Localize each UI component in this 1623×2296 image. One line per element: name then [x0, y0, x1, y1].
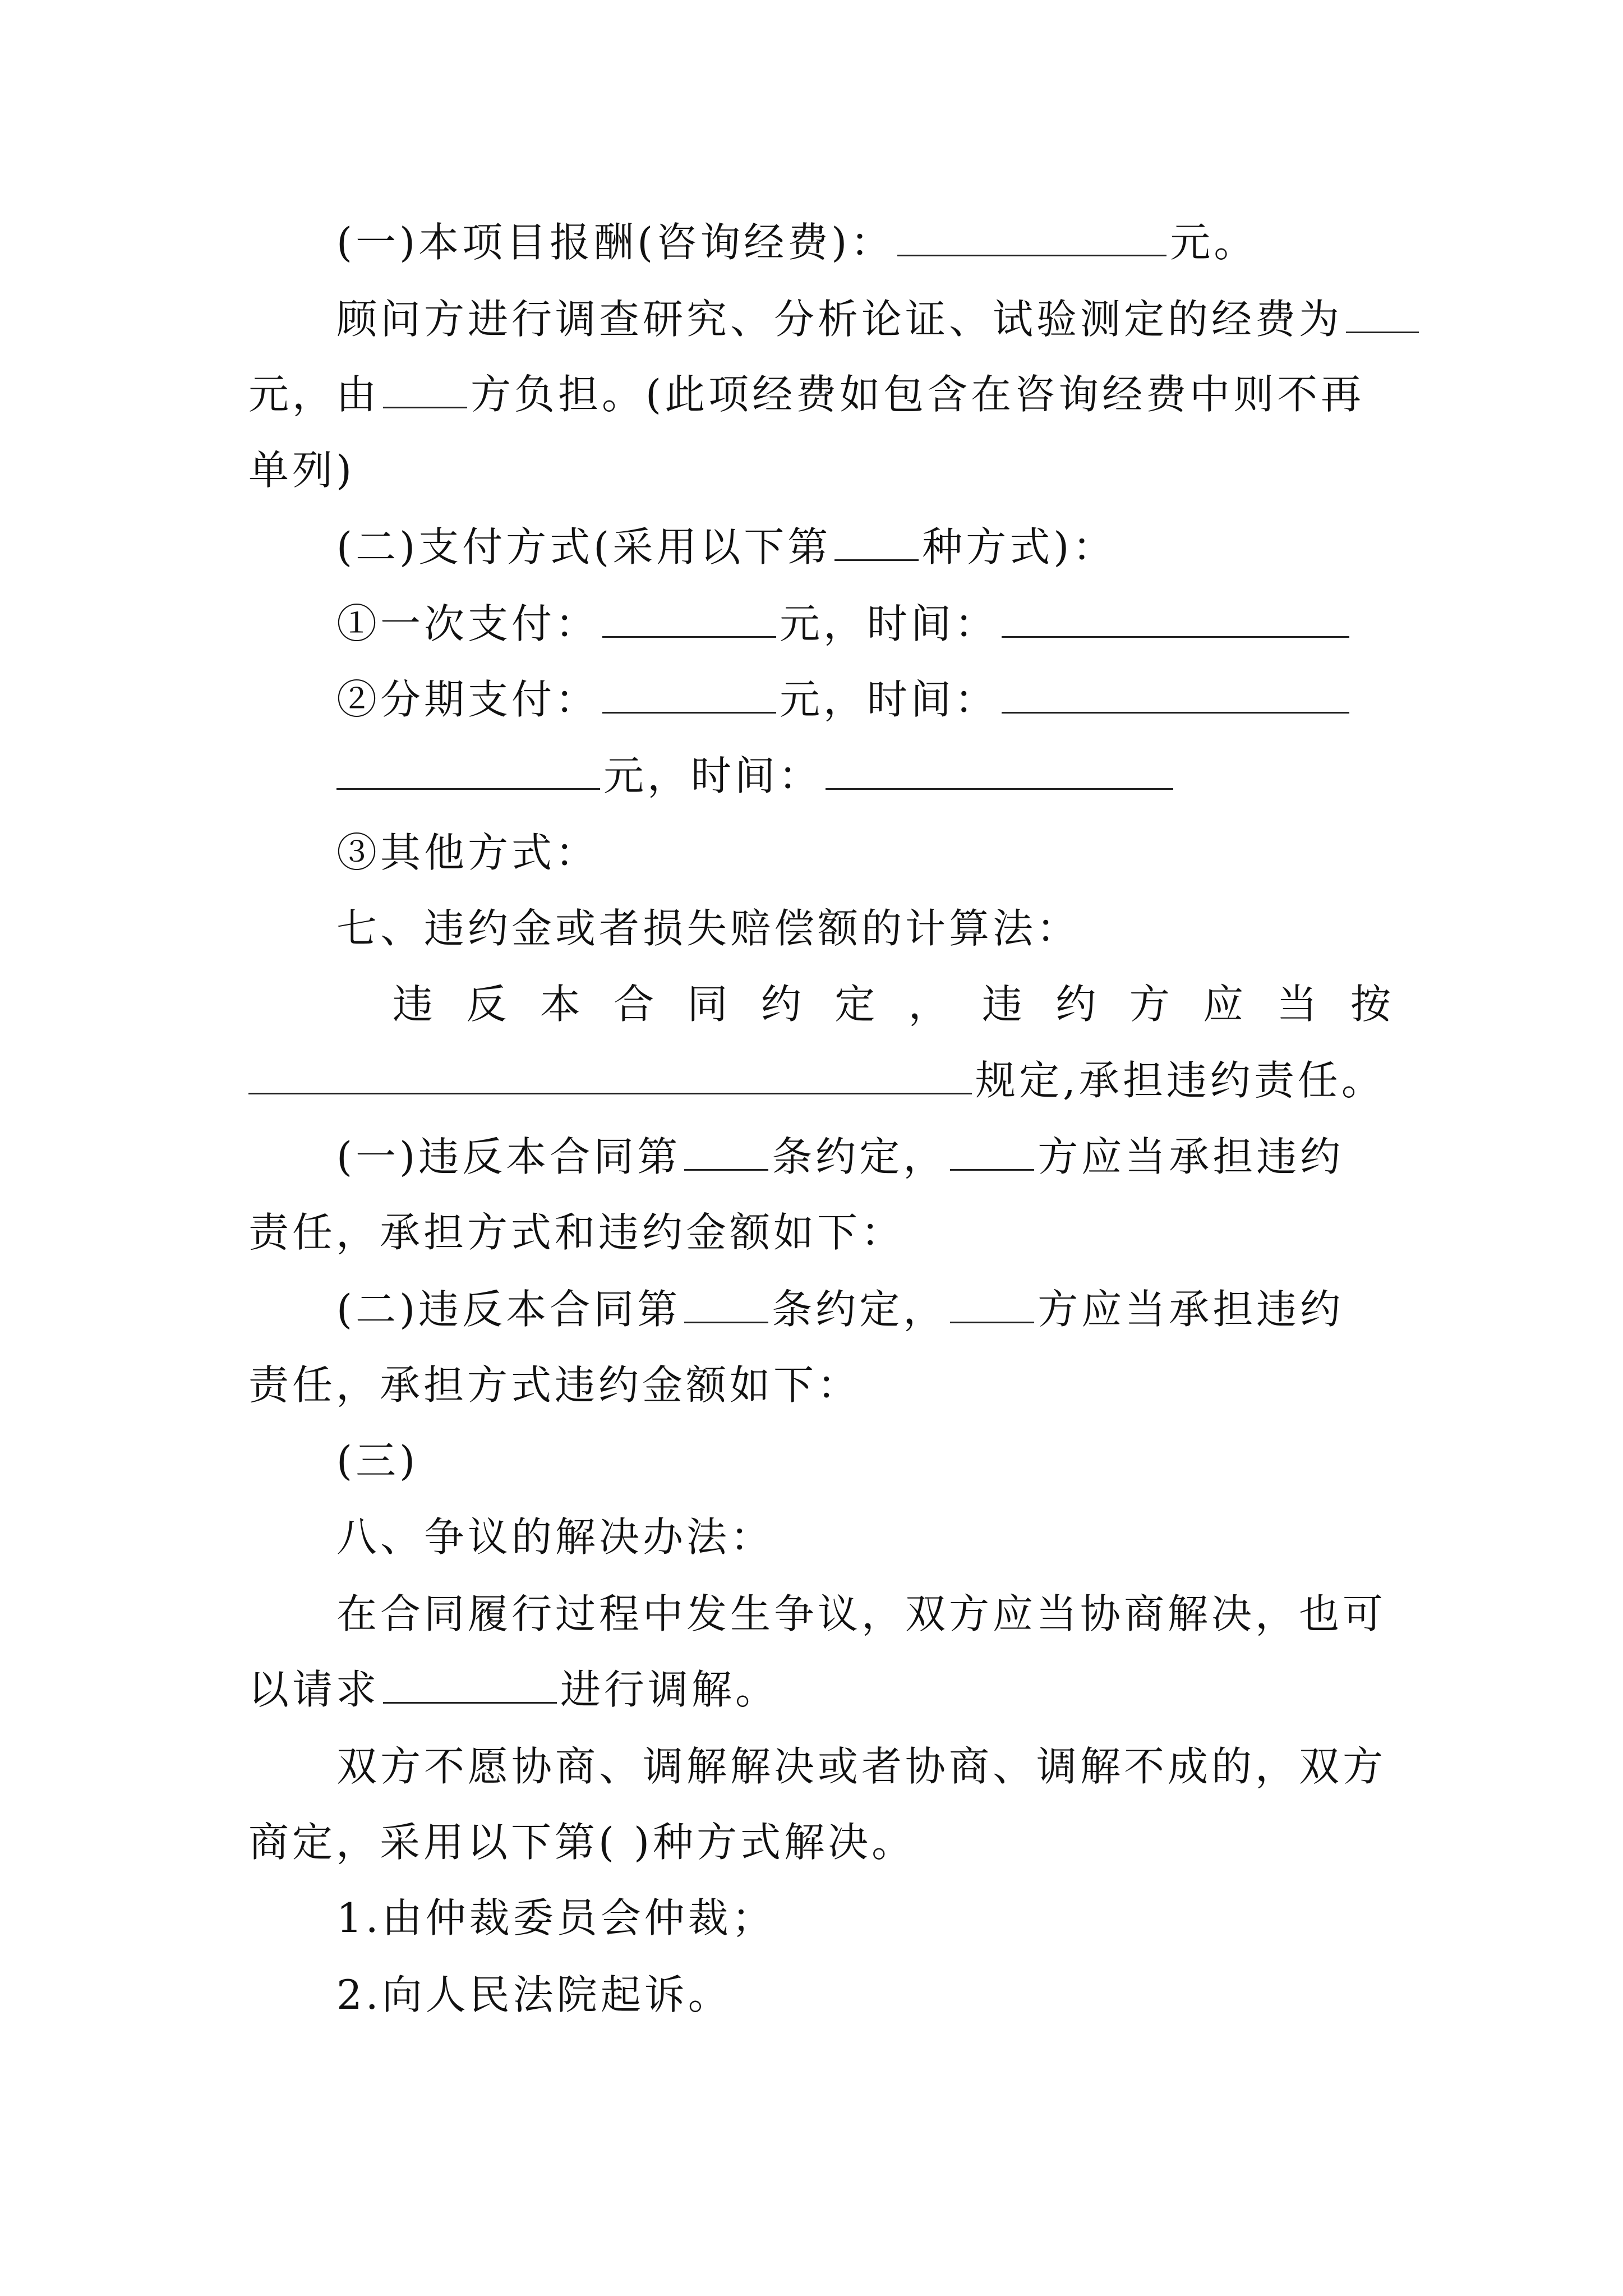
breach-first-continuation: [248, 1204, 905, 1260]
option-court: [336, 1967, 732, 2023]
regulation-blank: [248, 1056, 972, 1094]
breach-justified-line: [393, 976, 1391, 1032]
breach-first-text-2: 条约定，: [772, 1133, 947, 1180]
other-method-text: ③其他方式：: [336, 829, 600, 876]
one-time-time-blank: [1002, 599, 1349, 638]
fee-label: (一)本项目报酬(咨询经费)：: [336, 219, 895, 266]
breach-second-continuation-text: 责任，承担方式违约金额如下：: [248, 1361, 861, 1409]
regulation-line: [245, 1052, 1385, 1108]
mediation-blank: [383, 1665, 557, 1704]
breach-char: 方: [1129, 981, 1170, 1028]
breach-char: 同: [687, 981, 728, 1028]
installment-time-blank-2: [826, 751, 1173, 790]
mediation-text-1: 以请求: [248, 1666, 380, 1713]
breach-char: 合: [614, 981, 654, 1028]
payment-method-blank: [834, 522, 919, 561]
breach-second-text-2: 条约定，: [772, 1286, 947, 1333]
section-eight-heading: [336, 1509, 774, 1565]
breach-char: 违: [982, 981, 1023, 1028]
breach-char: 定: [834, 981, 875, 1028]
listed-text: 单列): [248, 447, 356, 494]
research-fee-line: [336, 291, 1422, 347]
dispute-line-4: [248, 1814, 915, 1870]
breach-third-text: (三): [336, 1437, 419, 1484]
breach-second-text-3: 方应当承担违约: [1038, 1286, 1344, 1333]
option-court-text: 2.向人民法院起诉。: [336, 1971, 732, 2018]
breach-first-continuation-text: 责任，承担方式和违约金额如下：: [248, 1209, 905, 1256]
fee-blank: [897, 218, 1166, 256]
breach-first-text-1: (一)违反本合同第: [336, 1133, 681, 1180]
installment-line-2: [333, 748, 1177, 804]
section-seven-heading: [336, 900, 1080, 956]
burden-text-1: 元，由: [248, 371, 380, 418]
breach-first-text-3: 方应当承担违约: [1038, 1133, 1344, 1180]
section-seven-text: 七、违约金或者损失赔偿额的计算法：: [336, 905, 1081, 952]
installment-amount-blank-1: [602, 675, 776, 714]
other-method-line: [336, 825, 599, 881]
breach-second-line: [336, 1281, 1344, 1337]
one-time-time-label: 元，时间：: [780, 600, 999, 647]
installment-time-label-1: 元，时间：: [780, 676, 999, 723]
fee-line: [336, 214, 1257, 270]
breach-second-clause-blank: [684, 1285, 768, 1323]
payment-method-text-2: 种方式)：: [922, 523, 1117, 570]
breach-first-line: [336, 1129, 1344, 1185]
burden-party-blank: [383, 370, 467, 408]
dispute-text-1: 在合同履行过程中发生争议，双方应当协商解决，也可: [336, 1590, 1387, 1637]
regulation-text: 规定,承担违约责任。: [975, 1057, 1385, 1104]
payment-method-line: [336, 519, 1116, 575]
research-fee-blank: [1346, 295, 1419, 333]
dispute-text-3: 双方不愿协商、调解解决或者协商、调解不成的，双方: [336, 1743, 1387, 1790]
breach-char: 约: [760, 981, 801, 1028]
burden-text-2: 方负担。(此项经费如包含在咨询经费中则不再: [471, 371, 1365, 418]
installment-line-1: [336, 671, 1353, 728]
option-arbitration-text: 1.由仲裁委员会仲裁；: [336, 1894, 776, 1941]
breach-char: 本: [540, 981, 580, 1028]
breach-char: 约: [1055, 981, 1096, 1028]
breach-first-clause-blank: [684, 1132, 768, 1171]
breach-char: 按: [1350, 981, 1391, 1028]
payment-method-text: (二)支付方式(采用以下第: [336, 523, 832, 570]
one-time-payment-line: [336, 596, 1353, 652]
dispute-line-1: [336, 1586, 1386, 1642]
installment-label: ②分期支付：: [336, 676, 600, 723]
research-fee-text: 顾问方进行调查研究、分析论证、试验测定的经费为: [336, 296, 1343, 343]
breach-first-party-blank: [950, 1132, 1034, 1171]
section-eight-text: 八、争议的解决办法：: [336, 1513, 774, 1561]
dispute-line-3: [336, 1738, 1386, 1795]
breach-char: ，: [908, 981, 949, 1028]
installment-amount-blank-2: [336, 751, 600, 790]
breach-char: 应: [1203, 981, 1244, 1028]
mediation-text-2: 进行调解。: [560, 1666, 780, 1713]
installment-time-label-2: 元，时间：: [603, 752, 823, 799]
option-arbitration: [336, 1890, 776, 1946]
one-time-amount-blank: [602, 599, 776, 638]
dispute-line-2: [248, 1662, 779, 1718]
fee-unit: 元。: [1170, 219, 1258, 266]
breach-second-text-1: (二)违反本合同第: [336, 1286, 681, 1333]
breach-char: 当: [1276, 981, 1317, 1028]
breach-third-line: [336, 1433, 418, 1489]
one-time-label: ①一次支付：: [336, 600, 600, 647]
breach-char: 违: [393, 981, 434, 1028]
installment-time-blank-1: [1002, 675, 1349, 714]
dispute-text-4: 商定，采用以下第( )种方式解决。: [248, 1819, 916, 1866]
breach-char: 反: [466, 981, 507, 1028]
burden-line: [248, 366, 1364, 422]
listed-line: [248, 442, 355, 498]
breach-second-party-blank: [950, 1285, 1034, 1323]
breach-second-continuation: [248, 1357, 861, 1413]
